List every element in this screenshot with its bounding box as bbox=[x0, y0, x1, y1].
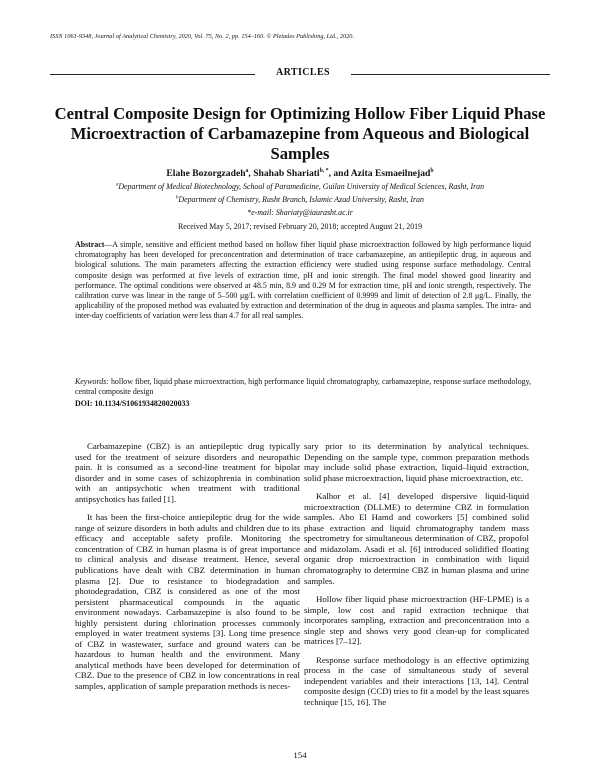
article-title: Central Composite Design for Optimizing Hollow Fiber Liquid Phase Microextraction of Carbamazepine from Aqueous and Biological Samples bbox=[54, 104, 546, 163]
doi: DOI: 10.1134/S1061934820020033 bbox=[75, 399, 190, 408]
affiliation-mark: a bbox=[115, 182, 119, 188]
keywords bbox=[75, 377, 531, 397]
body-paragraph: sary prior to its determination by analytical techniques. Depending on the sample type, common preparation methods may include solid phase extraction, liquid–liquid extraction, solid phase microextraction, liquid phase microextraction, etc. bbox=[304, 441, 529, 483]
author-separator: , and bbox=[328, 168, 351, 179]
abstract-label: Abstract bbox=[75, 240, 105, 249]
section-rule-left bbox=[50, 74, 255, 75]
author-name: Azita Esmaeilnejad bbox=[350, 168, 431, 179]
keywords-label: Keywords: bbox=[75, 377, 109, 386]
journal-citation-line: ISSN 1061-9348, Journal of Analytical Chemistry, 2020, Vol. 75, No. 2, pp. 154–160. © Pleiades Publishing, Ltd., 2020. bbox=[50, 33, 355, 40]
section-label: ARTICLES bbox=[276, 67, 330, 78]
abstract bbox=[75, 240, 531, 322]
author-name: Elahe Bozorgzadeh bbox=[166, 168, 246, 179]
section-rule-right bbox=[351, 74, 550, 75]
corresponding-email: *e-mail: Shariaty@iaurasht.ac.ir bbox=[247, 208, 353, 217]
author-separator: , bbox=[248, 168, 254, 179]
author-list bbox=[40, 168, 560, 179]
body-paragraph: Carbamazepine (CBZ) is an antiepileptic drug typically used for the treatment of seizure disorders and neuropathic pain. It is consumed as a second-line treatment for bipolar disorder and in some cases of schizophrenia in combination with an antipsychotic when treatment with traditional antipsychotics has failed [1]. bbox=[75, 441, 300, 504]
received-dates: Received May 5, 2017; revised February 20, 2018; accepted August 21, 2019 bbox=[177, 222, 423, 231]
affiliation bbox=[40, 182, 560, 191]
body-paragraph: Hollow fiber liquid phase microextraction (HF-LPME) is a simple, low cost and rapid extraction technique that incorporates sampling, extraction and preconcentration into a single step and shows very good clean-up for complicated matrices [7–12]. bbox=[304, 594, 529, 647]
author-affiliation-mark: b, * bbox=[319, 167, 329, 174]
body-paragraph: Kalhor et al. [4] developed dispersive liquid-liquid microextraction (DLLME) to determine CBZ in formulation samples. Abo El Hamd and coworkers [5] combined solid phase extraction and liquid chromatography tandem mass spectrometry for simultaneous determination of CBZ, propofol and midazolam. Asadi et al. [6] introduced solidified floating organic drop microextraction in combination with liquid chromatography to determine CBZ in human plasma and urine samples. bbox=[304, 491, 529, 586]
body-column-right bbox=[304, 441, 529, 716]
affiliation-mark: b bbox=[176, 195, 179, 201]
author-name: Shahab Shariati bbox=[253, 168, 320, 179]
page-number: 154 bbox=[293, 750, 307, 760]
keywords-text: hollow fiber, liquid phase microextraction, high performance liquid chromatography, carbamazepine, response surface methodology, central composite design bbox=[75, 377, 531, 397]
author-affiliation-mark: a bbox=[245, 167, 249, 174]
affiliation-text: Department of Medical Biotechnology, School of Paramedicine, Guilan University of Medical Sciences, Rasht, Iran bbox=[118, 182, 485, 191]
author-affiliation-mark: b bbox=[430, 167, 434, 174]
body-paragraph: Response surface methodology is an effective optimizing process in the case of simultaneous study of several independent variables and their interactions [13, 14]. Central composite design (CCD) tries to fit a model by the least squares technique [15, 16]. The bbox=[304, 654, 530, 708]
abstract-text: —A simple, sensitive and efficient method based on hollow fiber liquid phase microextraction followed by high performance liquid chromatography has been developed for preconcentration and determination of trace carbamazepine, an antiepileptic drug, in aqueous and biological solutions. The main parameters affecting the extraction efficiency were studied using response surface methodology. Central composite design was performed at five levels of extraction time, pH and ionic strength. The final model showed good linearity and performance. The optimal conditions were observed at 48.5 min, 8.9 and 0.29 M for extraction time, pH and ionic strength, respectively. The calibration curve was linear in the range of 5–500 μg/L with correlation coefficient of 0.9999 and limit of detection of 2.8 μg/L. Finally, the applicability of the proposed method was evaluated by extraction and determination of the drug in aqueous and plasma samples. The intra- and inter-day coefficients of variation were less than 4.7 for all real samples. bbox=[75, 240, 531, 321]
affiliation-text: Department of Chemistry, Rasht Branch, Islamic Azad University, Rasht, Iran bbox=[178, 195, 424, 204]
body-column-left bbox=[75, 441, 300, 700]
body-paragraph: It has been the first-choice antiepileptic drug for the wide range of seizure disorders in both adults and children due to its efficacy and acceptable safety profile. Monitoring the concentration of CBZ in human plasma is of great importance to clinical analysis and disease treatment. Hence, several publications have dealt with CBZ determination in human plasma [2]. Due to resistance to biodegradation and photodegradation, CBZ is considered as one of the most persistent pharmaceutical compounds in the aquatic environment nowadays. Carbamazepine is also found to be highly persistent during chlorination processes commonly employed in water treatment systems [3]. Long time presence of CBZ in wastewater, surface and ground waters can be hazardous to human health and the environment. Many analytical methods have been developed for determination of CBZ. Due to the presence of CBZ in low concentrations in real samples, application of sample preparation methods is neces- bbox=[75, 512, 300, 692]
affiliation bbox=[40, 195, 560, 204]
